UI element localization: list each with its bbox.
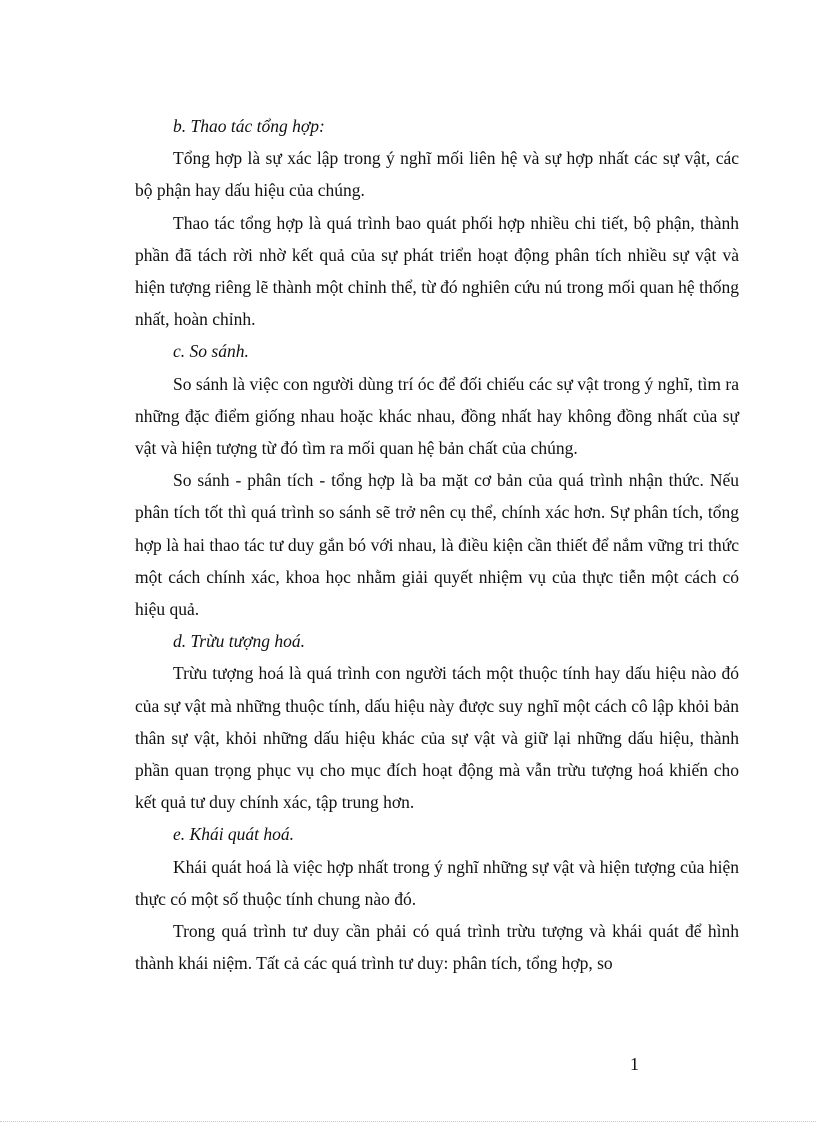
paragraph: So sánh - phân tích - tổng hợp là ba mặt cơ bản của quá trình nhận thức. Nếu phân tích tốt thì quá trình so sánh sẽ trở nên cụ thể, chính xác hơn. Sự phân tích, tổng hợp là hai thao tác tư duy gắn bó với nhau, là điều kiện cần thiết để nắm vững tri thức một cách chính xác, khoa học nhằm giải quyết nhiệm vụ của thực tiễn một cách có hiệu quả. [135, 470, 739, 620]
paragraph: So sánh là việc con người dùng trí óc để đối chiếu các sự vật trong ý nghĩ, tìm ra những đặc điểm giống nhau hoặc khác nhau, đồng nhất hay không đồng nhất của sự vật và hiện tượng từ đó tìm ra mối quan hệ bản chất của chúng. [135, 373, 739, 459]
paragraph: Trong quá trình tư duy cần phải có quá trình trừu tượng và khái quát để hình thành khái niệm. Tất cả các quá trình tư duy: phân tích, tổng hợp, so [135, 921, 739, 974]
paragraph: Tổng hợp là sự xác lập trong ý nghĩ mối liên hệ và sự hợp nhất các sự vật, các bộ phận hay dấu hiệu của chúng. [135, 148, 739, 201]
paragraph: Trừu tượng hoá là quá trình con người tách một thuộc tính hay dấu hiệu nào đó của sự vật mà những thuộc tính, dấu hiệu này được suy nghĩ một cách cô lập khỏi bản thân sự vật, khỏi những dấu hiệu khác của sự vật và giữ lại những dấu hiệu, thành phần quan trọng phục vụ cho mục đích hoạt động mà vẫn trừu tượng hoá khiến cho kết quả tư duy chính xác, tập trung hơn. [135, 663, 739, 813]
section-heading-b: b. Thao tác tổng hợp: [173, 116, 325, 136]
section-heading-c: c. So sánh. [173, 341, 249, 362]
page-number: 1 [630, 1054, 639, 1074]
section-heading-d: d. Trừu tượng hoá. [173, 631, 305, 652]
section-heading-e: e. Khái quát hoá. [173, 824, 295, 845]
document-body [135, 110, 739, 979]
page-bottom-divider [0, 1121, 816, 1122]
paragraph: Khái quát hoá là việc hợp nhất trong ý nghĩ những sự vật và hiện tượng của hiện thực có một số thuộc tính chung nào đó. [135, 856, 739, 909]
paragraph: Thao tác tổng hợp là quá trình bao quát phối hợp nhiều chi tiết, bộ phận, thành phần đã tách rời nhờ kết quả của sự phát triển hoạt động phân tích nhiều sự vật và hiện tượng riêng lẽ thành một chỉnh thể, từ đó nghiên cứu nú trong mối quan hệ thống nhất, hoàn chỉnh. [135, 212, 739, 330]
